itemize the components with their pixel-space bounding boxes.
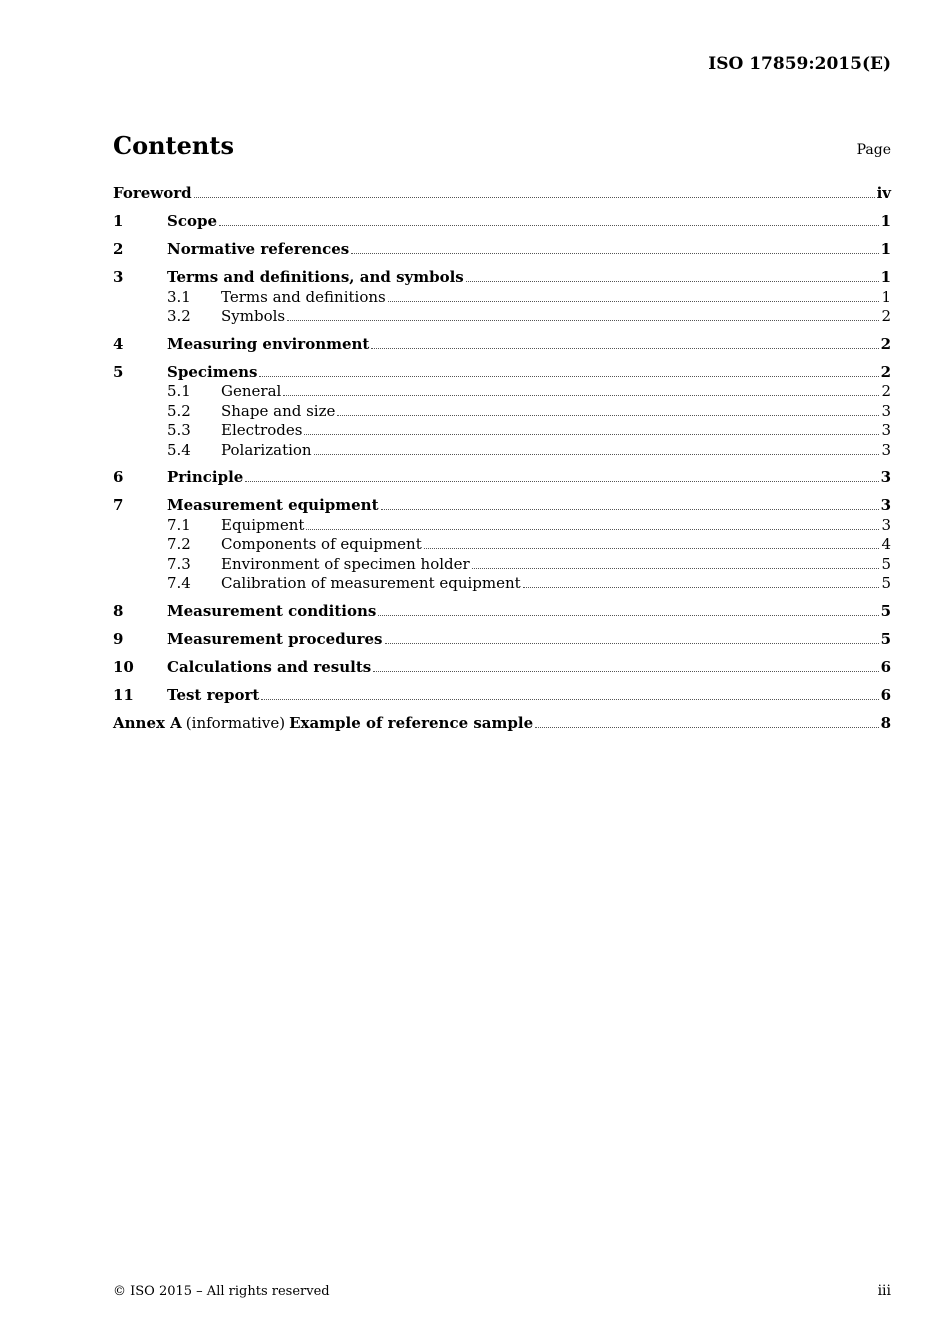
toc-entry-page: 3	[881, 440, 891, 459]
dot-leader	[466, 280, 879, 282]
toc-entry-number: 3.1	[167, 287, 191, 306]
toc-entry-page: 3	[880, 496, 891, 515]
toc-entry-measurement-procedures[interactable]	[113, 630, 891, 650]
toc-entry-title: Measurement conditions	[167, 602, 377, 621]
toc-entry-normative-references[interactable]	[113, 240, 891, 260]
toc-entry-number: 9	[113, 630, 124, 649]
document-identifier: ISO 17859:2015(E)	[708, 54, 891, 74]
toc-entry-scope[interactable]	[113, 212, 891, 232]
toc-entry-title: Terms and definitions	[221, 287, 386, 306]
toc-entry-foreword[interactable]	[113, 184, 891, 204]
dot-leader	[261, 698, 878, 700]
toc-entry-title: Polarization	[221, 440, 312, 459]
toc-entry-number: 6	[113, 468, 124, 487]
toc-entry-title: Electrodes	[221, 421, 303, 440]
toc-entry-test-report[interactable]	[113, 686, 891, 706]
toc-entry-annex-a[interactable]	[113, 714, 891, 734]
toc-entry-number: 7.4	[167, 574, 191, 593]
toc-entry-title: Symbols	[221, 306, 286, 325]
toc-entry-number: 2	[113, 240, 124, 258]
toc-entry-page: 6	[880, 686, 891, 705]
toc-entry-number: 5	[113, 362, 124, 381]
dot-leader	[388, 300, 880, 302]
contents-heading: Contents	[113, 131, 234, 160]
toc-entry-title: Measurement equipment	[167, 496, 379, 515]
toc-annex-qualifier: (informative)	[185, 714, 286, 733]
toc-entry-page: 1	[880, 268, 891, 286]
dot-leader	[373, 670, 878, 672]
toc-entry-calculations-results[interactable]	[113, 658, 891, 678]
dot-leader	[472, 567, 880, 569]
toc-entry-number: 1	[113, 212, 124, 230]
dot-leader	[219, 224, 879, 226]
toc-entry-terms-definitions[interactable]	[113, 268, 891, 288]
toc-entry-number: 7	[113, 496, 124, 515]
toc-entry-title: Measurement procedures	[167, 630, 383, 649]
toc-entry-title: General	[221, 382, 282, 401]
toc-entry-page: 1	[880, 212, 891, 230]
toc-entry-title: Example of reference sample	[289, 714, 534, 733]
toc-entry-title: Terms and definitions, and symbols	[167, 268, 464, 286]
toc-entry-page: 2	[880, 334, 891, 353]
toc-entry-title: Test report	[167, 686, 260, 705]
dot-leader	[306, 528, 879, 530]
toc-entry-number: 8	[113, 602, 124, 621]
page-number: iii	[877, 1283, 891, 1299]
toc-entry-number: 10	[113, 658, 134, 677]
toc-entry-number: 5.3	[167, 421, 191, 440]
dot-leader	[351, 252, 878, 254]
toc-entry-number: 4	[113, 334, 124, 353]
toc-entry-title: Shape and size	[221, 401, 336, 420]
toc-entry-measurement-conditions[interactable]	[113, 602, 891, 622]
dot-leader	[314, 453, 880, 455]
toc-entry-page: 3	[880, 468, 891, 487]
toc-entry-number: 7.1	[167, 515, 191, 534]
toc-entry-title: Environment of specimen holder	[221, 554, 470, 573]
toc-entry-number: 5.4	[167, 440, 191, 459]
toc-entry-measurement-equipment[interactable]	[113, 496, 891, 516]
dot-leader	[245, 480, 878, 482]
toc-entry-specimens[interactable]	[113, 363, 891, 383]
dot-leader	[371, 347, 878, 349]
dot-leader	[535, 726, 878, 728]
toc-entry-principle[interactable]	[113, 468, 891, 488]
toc-entry-page: 5	[881, 554, 891, 573]
dot-leader	[304, 433, 879, 435]
toc-entry-title: Normative references	[167, 240, 350, 258]
toc-entry-number: 3.2	[167, 306, 191, 325]
toc-entry-page: 2	[881, 382, 891, 401]
toc-entry-page: 3	[881, 421, 891, 440]
toc-entry-number: 5.2	[167, 401, 191, 420]
toc-entry-page: 1	[880, 240, 891, 258]
toc-subentry-5-1[interactable]	[113, 382, 891, 401]
toc-subentry-7-4[interactable]	[113, 574, 891, 593]
table-of-contents	[113, 184, 891, 734]
toc-entry-title: Scope	[167, 212, 218, 230]
toc-entry-page: 5	[880, 602, 891, 621]
toc-entry-title: Specimens	[167, 362, 258, 381]
toc-subentry-7-3[interactable]	[113, 555, 891, 574]
dot-leader	[385, 642, 879, 644]
toc-entry-number: 3	[113, 268, 124, 286]
dot-leader	[523, 586, 880, 588]
dot-leader	[381, 508, 879, 510]
dot-leader	[424, 547, 880, 549]
toc-entry-title: Foreword	[113, 184, 192, 202]
toc-entry-title: Principle	[167, 468, 244, 487]
toc-entry-title: Calculations and results	[167, 658, 372, 677]
toc-entry-page: 3	[881, 401, 891, 420]
toc-entry-number: 5.1	[167, 382, 191, 401]
toc-entry-page: 5	[880, 630, 891, 649]
toc-subentry-5-3[interactable]	[113, 421, 891, 440]
dot-leader	[259, 375, 878, 377]
toc-subentry-3-1[interactable]	[113, 288, 891, 307]
toc-entry-title: Equipment	[221, 515, 305, 534]
toc-entry-title: Measuring environment	[167, 334, 370, 353]
toc-entry-page: 4	[881, 535, 891, 554]
dot-leader	[283, 394, 879, 396]
toc-subentry-3-2[interactable]	[113, 307, 891, 326]
toc-entry-page: 2	[881, 306, 891, 325]
toc-annex-label: Annex A	[113, 714, 182, 733]
toc-entry-number: 11	[113, 686, 134, 705]
toc-subentry-7-1[interactable]	[113, 516, 891, 535]
toc-entry-measuring-environment[interactable]	[113, 335, 891, 355]
toc-entry-title: Components of equipment	[221, 535, 422, 554]
toc-entry-page: 1	[881, 287, 891, 306]
copyright-notice: © ISO 2015 – All rights reserved	[113, 1284, 330, 1299]
toc-entry-page: iv	[876, 184, 891, 202]
toc-entry-page: 6	[880, 658, 891, 677]
page-column-label: Page	[856, 142, 891, 158]
toc-subentry-7-2[interactable]	[113, 535, 891, 554]
toc-entry-page: 5	[881, 574, 891, 593]
dot-leader	[194, 196, 875, 198]
toc-entry-page: 3	[881, 515, 891, 534]
dot-leader	[287, 319, 879, 321]
toc-subentry-5-2[interactable]	[113, 402, 891, 421]
toc-entry-title: Calibration of measurement equipment	[221, 574, 521, 593]
toc-entry-page: 2	[880, 362, 891, 381]
toc-subentry-5-4[interactable]	[113, 441, 891, 460]
toc-entry-number: 7.3	[167, 554, 191, 573]
toc-entry-number: 7.2	[167, 535, 191, 554]
dot-leader	[337, 414, 879, 416]
toc-entry-page: 8	[880, 714, 891, 733]
dot-leader	[378, 614, 878, 616]
